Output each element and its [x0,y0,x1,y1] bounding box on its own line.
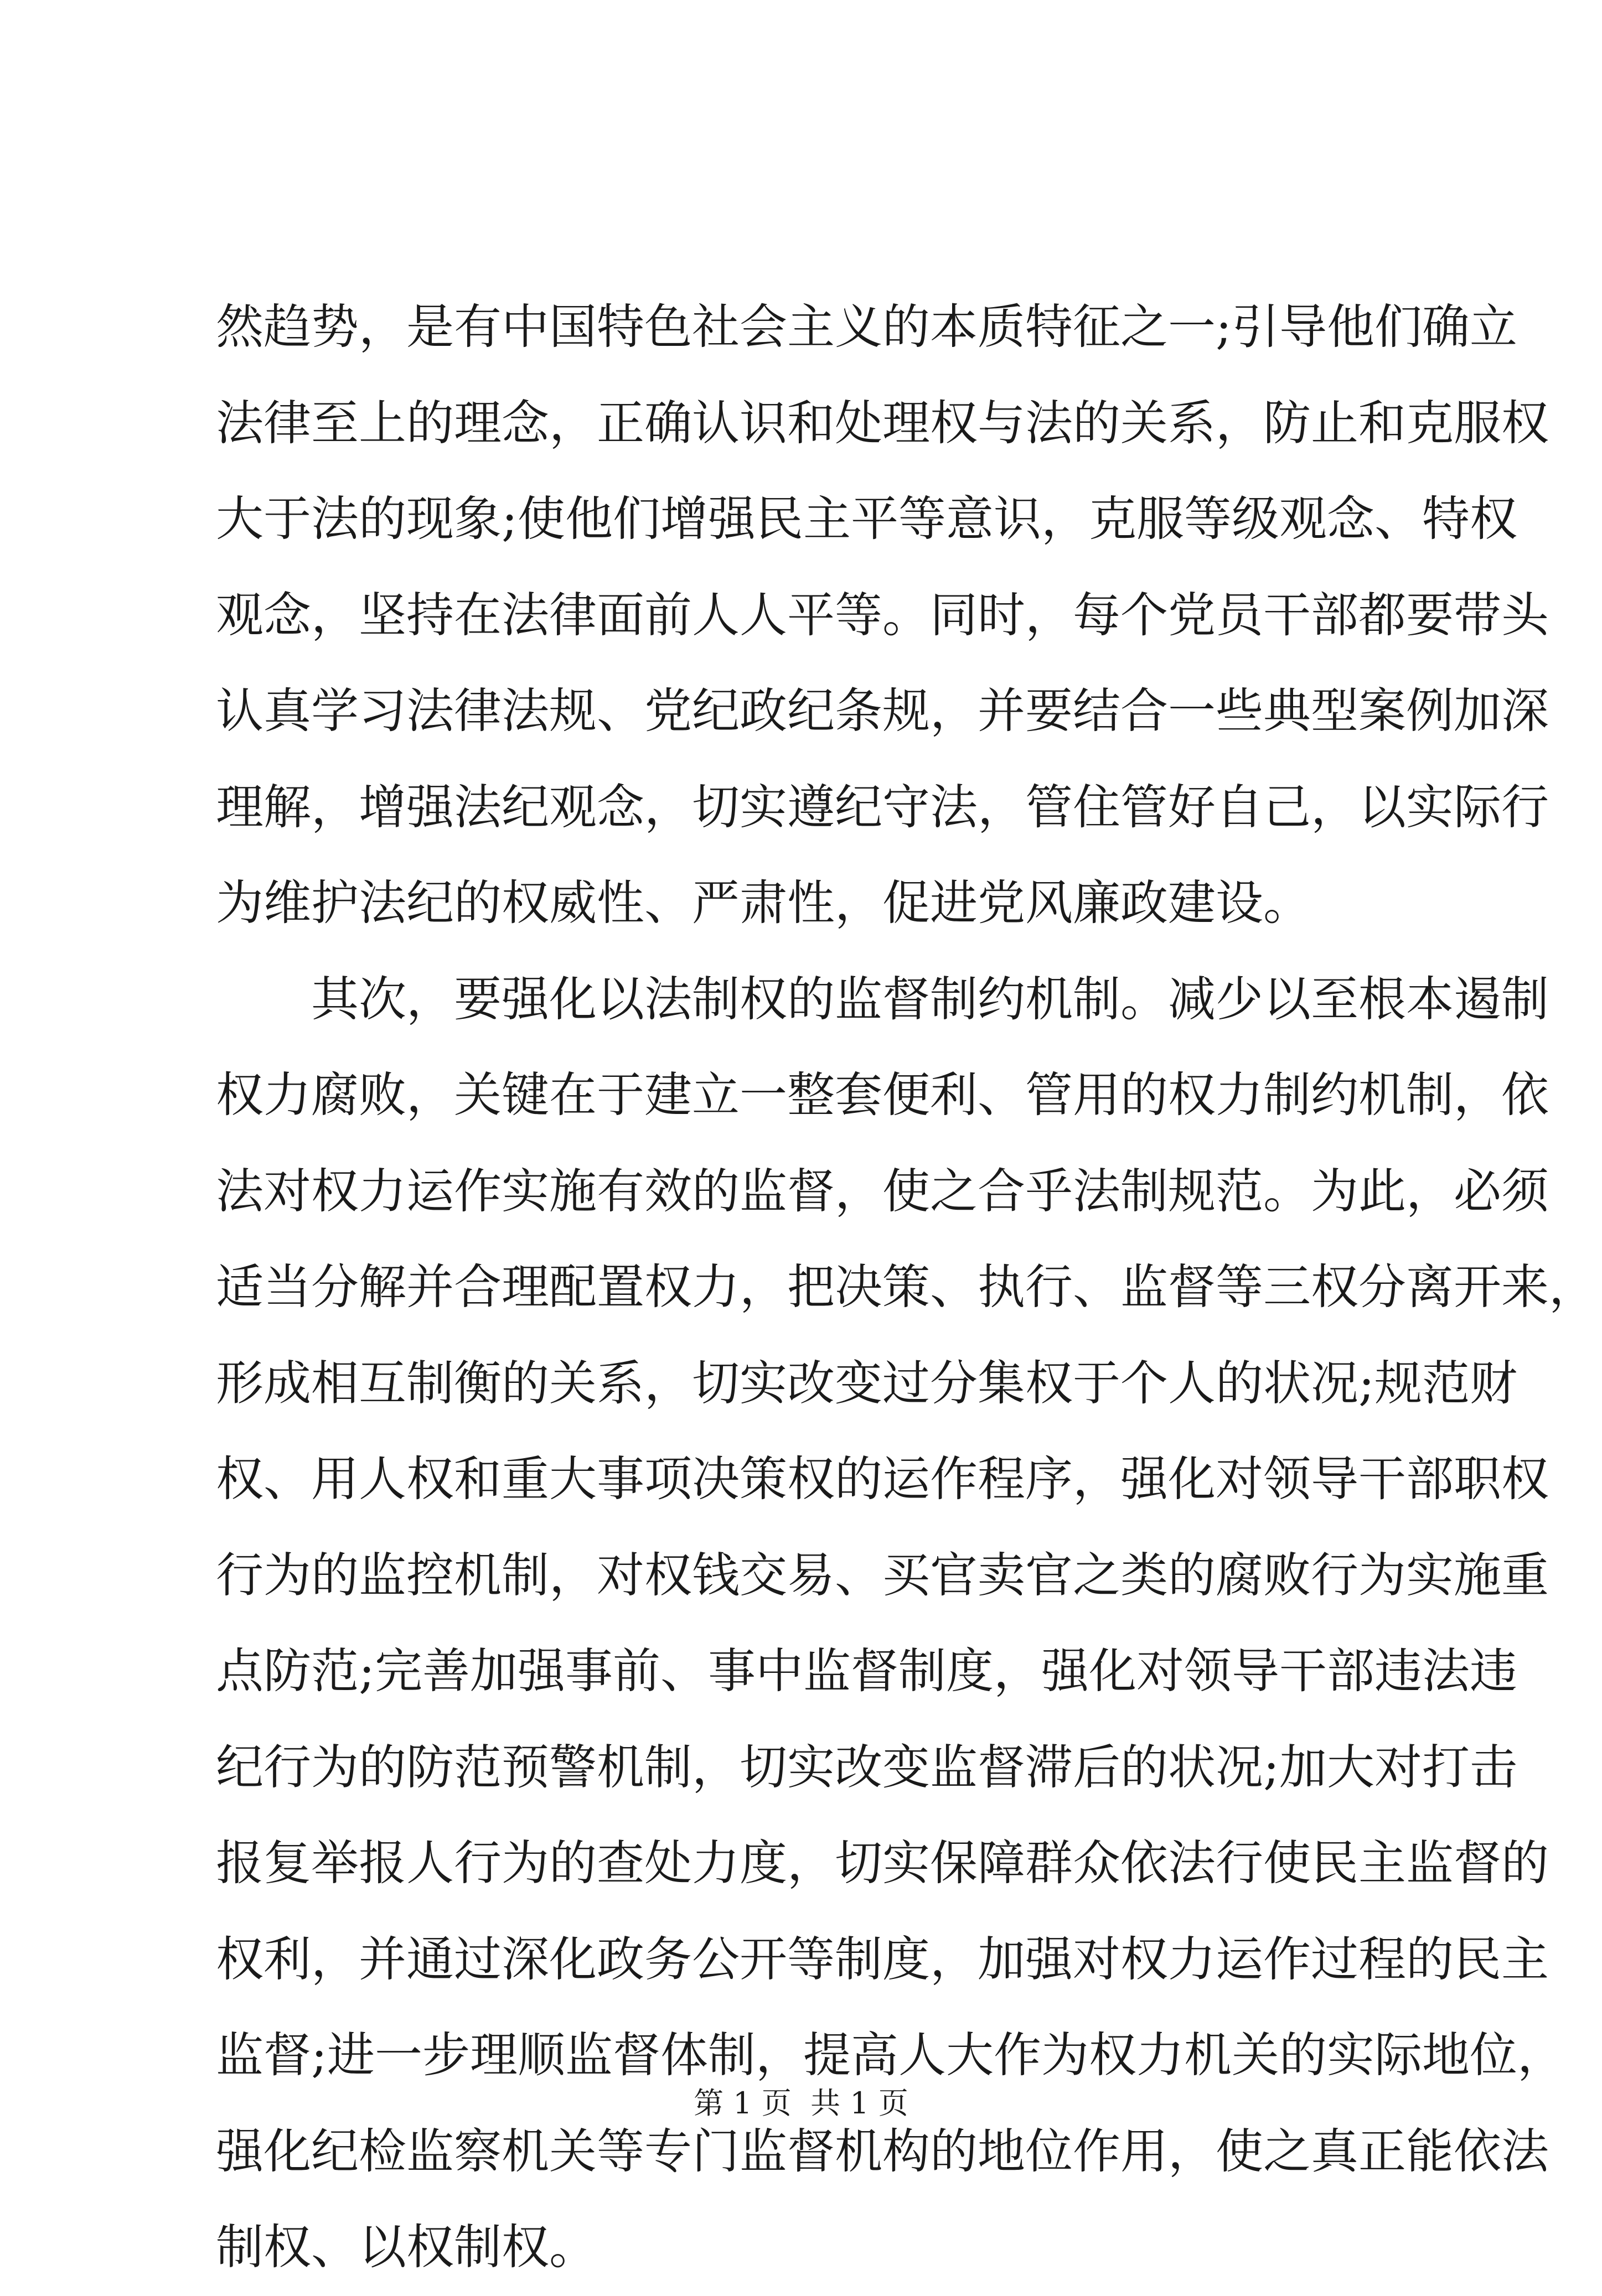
text-line: 制权、以权制权。 [216,2220,597,2275]
text-line: 权利，并通过深化政务公开等制度，加强对权力运作过程的民主 [216,1931,1549,1987]
text-line: 理解，增强法纪观念，切实遵纪守法，管住管好自己，以实际行 [216,779,1549,835]
text-line: 然趋势，是有中国特色社会主义的本质特征之一;引导他们确立 [216,299,1517,355]
text-line: 强化纪检监察机关等专门监督机构的地位作用，使之真正能依法 [216,2123,1549,2179]
text-line: 为维护法纪的权威性、严肃性，促进党风廉政建设。 [216,875,1311,931]
text-line: 法律至上的理念，正确认识和处理权与法的关系，防止和克服权 [216,395,1549,451]
text-line: 大于法的现象;使他们增强民主平等意识，克服等级观念、特权 [216,491,1517,547]
text-line: 行为的监控机制，对权钱交易、买官卖官之类的腐败行为实施重 [216,1547,1549,1603]
text-line: 观念，坚持在法律面前人人平等。同时，每个党员干部都要带头 [216,587,1549,643]
text-line: 纪行为的防范预警机制，切实改变监督滞后的状况;加大对打击 [216,1739,1517,1795]
text-line: 权力腐败，关键在于建立一整套便利、管用的权力制约机制，依 [216,1067,1549,1123]
text-line: 报复举报人行为的查处力度，切实保障群众依法行使民主监督的 [216,1836,1549,1891]
text-line: 其次，要强化以法制权的监督制约机制。减少以至根本遏制 [216,971,1549,1027]
text-line: 法对权力运作实施有效的监督，使之合乎法制规范。为此，必须 [216,1163,1549,1219]
text-line: 形成相互制衡的关系，切实改变过分集权于个人的状况;规范财 [216,1355,1517,1411]
text-line: 认真学习法律法规、党纪政纪条规，并要结合一些典型案例加深 [216,683,1549,739]
page-footer: 第 1 页 共 1 页 [694,2086,908,2121]
body-text [216,279,1596,2296]
text-line: 点防范;完善加强事前、事中监督制度，强化对领导干部违法违 [216,1644,1517,1699]
text-line: 监督;进一步理顺监督体制，提高人大作为权力机关的实际地位， [216,2028,1565,2083]
text-line: 权、用人权和重大事项决策权的运作程序，强化对领导干部职权 [216,1452,1549,1507]
text-line: 适当分解并合理配置权力，把决策、执行、监督等三权分离开来， [216,1260,1596,1315]
